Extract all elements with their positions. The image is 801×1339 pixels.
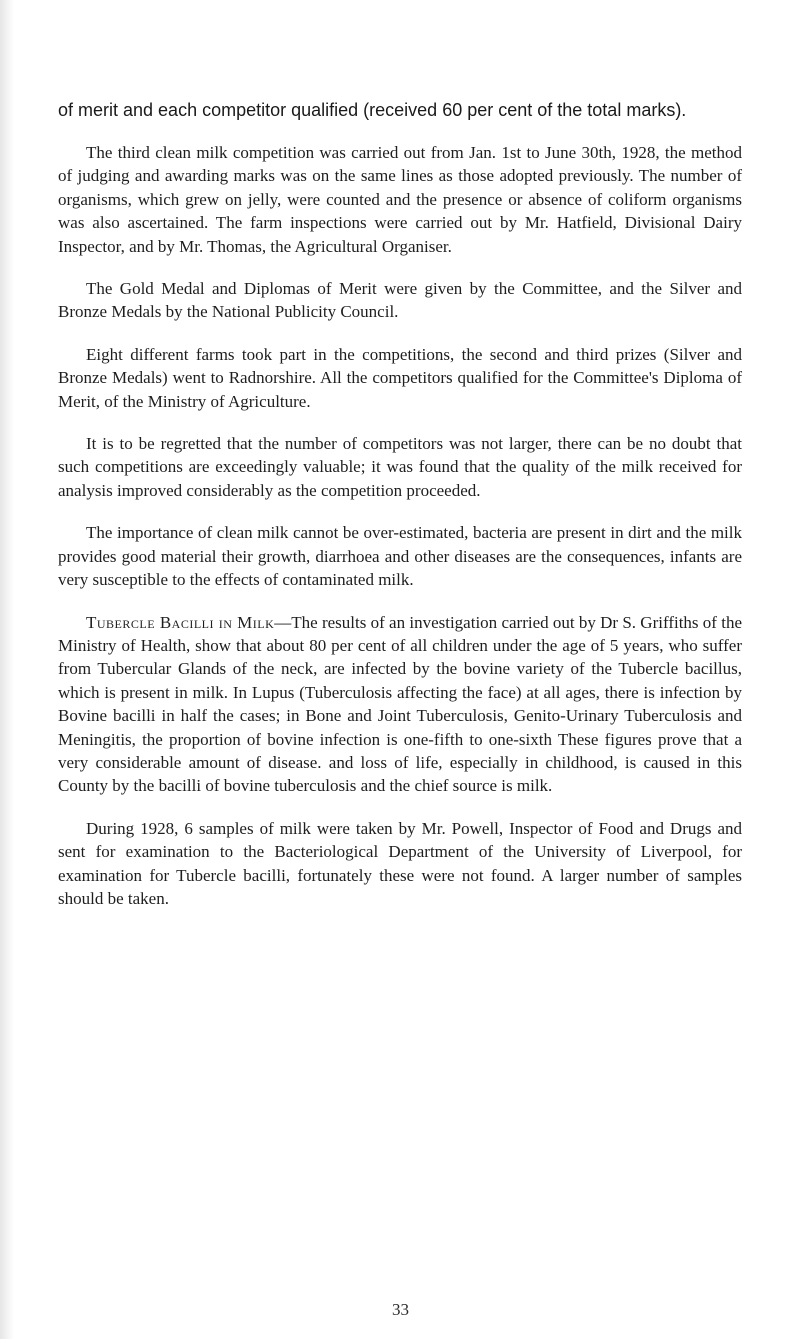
document-page (58, 98, 742, 910)
paragraph-samples: During 1928, 6 samples of milk were taken by Mr. Powell, Inspector of Food and Drugs and sent for examination to the Bacteriological Department of the University of Liverpool, for examination for Tubercle bacilli, fortunately these were not found. A larger number of samples should be taken. (58, 818, 742, 908)
paragraph-continuation: of merit and each competitor qualified (received 60 per cent of the total marks). (58, 100, 687, 120)
section-heading: Tubercle Bacilli in Milk (86, 612, 275, 632)
paragraph-medals: The Gold Medal and Diplomas of Merit were given by the Committee, and the Silver and Bronze Medals by the National Publicity Council. (58, 279, 742, 322)
paragraph-tubercle-bacilli (58, 611, 742, 798)
page-edge-shadow (0, 0, 14, 1339)
page-number: 33 (392, 1300, 409, 1319)
paragraph-regret: It is to be regretted that the number of competitors was not larger, there can be no doubt that such competitions are exceedingly valuable; it was found that the quality of the milk received for analysis improved considerably as the competition proceeded. (58, 434, 742, 500)
paragraph-farms: Eight different farms took part in the competitions, the second and third prizes (Silver and Bronze Medals) went to Radnorshire. All the competitors qualified for the Committee's Diploma of Merit, of the Ministry of Agriculture. (58, 344, 742, 411)
paragraph-importance: The importance of clean milk cannot be over-estimated, bacteria are present in dirt and the milk provides good material their growth, diarrhoea and other diseases are the consequences, infants are very susceptible to the effects of contaminated milk. (58, 523, 742, 590)
section-body: —The results of an investigation carried out by Dr S. Griffiths of the Ministry of Health, show that about 80 per cent of all children under the age of 5 years, who suffer from Tubercular Glands of the neck, are infected by the bovine variety of the Tubercle bacillus, which is present in milk. In Lupus (Tuberculosis affecting the face) at all ages, there is infection by Bovine bacilli in half the cases; in Bone and Joint Tuberculosis, Genito-Urinary Tuberculosis and Meningitis, the proportion of bovine infection is one-fifth to one-sixth These figures prove that a very considerable amount of disease. and loss of life, especially in childhood, is caused in this County by the bacilli of bovine tuberculosis and the chief source is milk. (58, 612, 743, 796)
paragraph-clean-milk-competition: The third clean milk competition was carried out from Jan. 1st to June 30th, 1928, the method of judging and awarding marks was on the same lines as those adopted previously. The number of organisms, which grew on jelly, were counted and the presence or absence of coliform organisms was also ascertained. The farm inspections were carried out by Mr. Hatfield, Divisional Dairy Inspector, and by Mr. Thomas, the Agricultural Organiser. (58, 143, 742, 256)
